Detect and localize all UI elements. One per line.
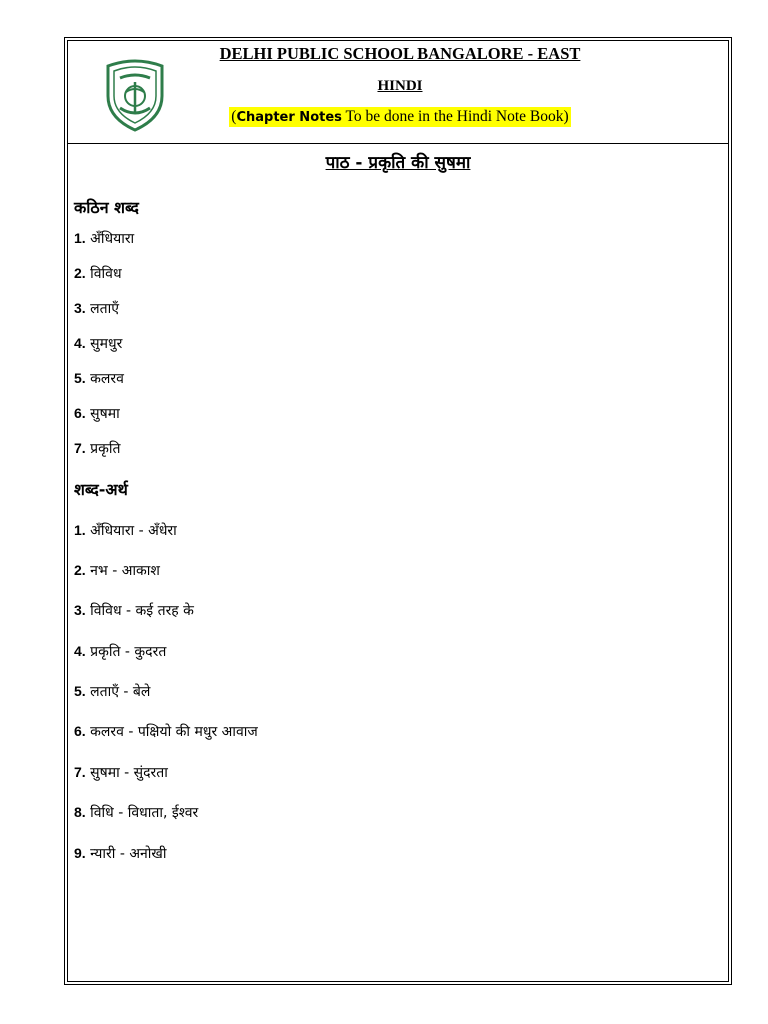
item-text: अँधियारा - अँधेरा bbox=[85, 523, 177, 539]
item-number: 1. bbox=[74, 522, 86, 538]
list-item bbox=[74, 334, 122, 353]
note-rest-text: To be done in the Hindi Note Book) bbox=[341, 108, 569, 125]
item-text: सुषमा - सुंदरता bbox=[85, 765, 168, 781]
item-number: 4. bbox=[74, 643, 86, 659]
list-item bbox=[74, 264, 122, 283]
item-text: लताएँ bbox=[85, 301, 119, 317]
item-text: प्रकृति - कुदरत bbox=[85, 644, 167, 660]
item-text: विविध - कई तरह के bbox=[85, 603, 194, 619]
word-meanings-heading: शब्द-अर्थ bbox=[74, 480, 128, 499]
item-number: 3. bbox=[74, 602, 86, 618]
header-divider bbox=[67, 143, 729, 144]
item-text: अँधियारा bbox=[85, 231, 135, 247]
note-bold-text: Chapter Notes bbox=[236, 110, 342, 125]
item-text: न्यारी - अनोखी bbox=[85, 846, 167, 862]
item-text: सुषमा bbox=[85, 406, 120, 422]
difficult-words-heading: कठिन शब्द bbox=[74, 198, 139, 217]
list-item bbox=[74, 803, 198, 822]
list-item bbox=[74, 642, 166, 661]
list-item bbox=[74, 682, 150, 701]
list-item bbox=[74, 404, 120, 423]
item-number: 8. bbox=[74, 804, 86, 820]
item-text: कलरव bbox=[85, 371, 124, 387]
item-text: सुमधुर bbox=[85, 336, 123, 352]
list-item bbox=[74, 439, 120, 458]
item-number: 6. bbox=[74, 405, 86, 421]
item-number: 7. bbox=[74, 440, 86, 456]
item-text: प्रकृति bbox=[85, 441, 121, 457]
item-text: विधि - विधाता, ईश्वर bbox=[85, 805, 199, 821]
item-number: 4. bbox=[74, 335, 86, 351]
list-item bbox=[74, 521, 177, 540]
school-name: DELHI PUBLIC SCHOOL BANGALORE - EAST bbox=[219, 44, 581, 63]
item-number: 9. bbox=[74, 845, 86, 861]
item-text: कलरव - पक्षियो की मधुर आवाज bbox=[85, 724, 258, 740]
item-text: विविध bbox=[85, 266, 122, 282]
item-number: 7. bbox=[74, 764, 86, 780]
list-item bbox=[74, 561, 160, 580]
list-item bbox=[74, 229, 134, 248]
item-number: 5. bbox=[74, 370, 86, 386]
list-item bbox=[74, 763, 168, 782]
list-item bbox=[74, 369, 124, 388]
item-text: लताएँ - बेले bbox=[85, 684, 151, 700]
item-text: नभ - आकाश bbox=[85, 563, 160, 579]
item-number: 6. bbox=[74, 723, 86, 739]
lesson-title: पाठ - प्रकृति की सुषमा bbox=[325, 153, 471, 173]
instruction-note bbox=[140, 106, 660, 127]
list-item bbox=[74, 601, 194, 620]
item-number: 2. bbox=[74, 265, 86, 281]
item-number: 5. bbox=[74, 683, 86, 699]
item-number: 2. bbox=[74, 562, 86, 578]
item-number: 1. bbox=[74, 230, 86, 246]
list-item bbox=[74, 844, 167, 863]
item-number: 3. bbox=[74, 300, 86, 316]
page-border-inner bbox=[67, 40, 729, 982]
instruction-highlight bbox=[229, 107, 570, 127]
note-open-paren: ( bbox=[231, 108, 237, 125]
list-item bbox=[74, 722, 258, 741]
subject-title: HINDI bbox=[377, 78, 423, 94]
list-item bbox=[74, 299, 119, 318]
